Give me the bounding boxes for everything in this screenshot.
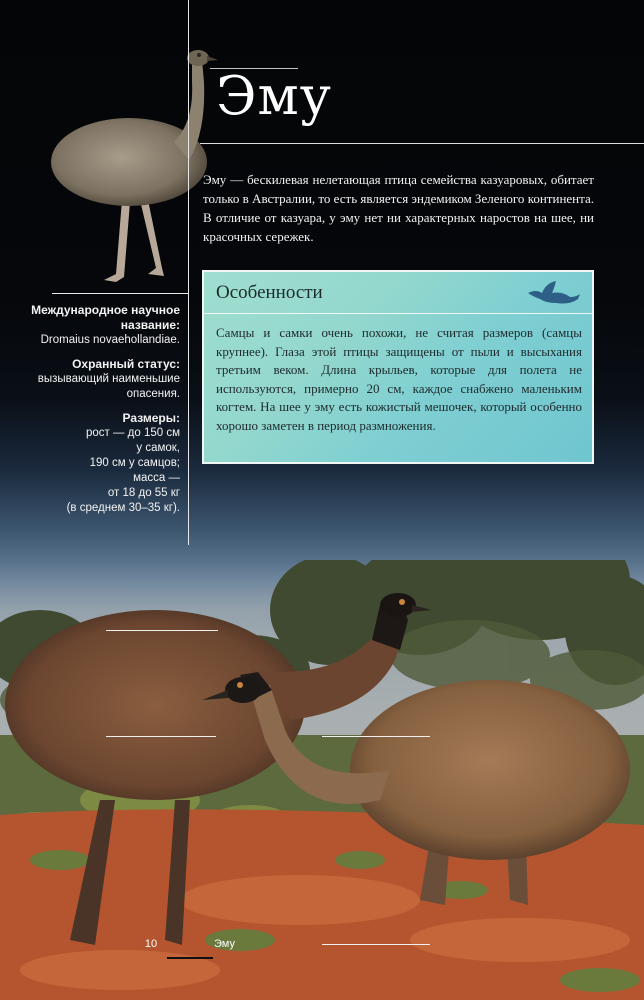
title-underline xyxy=(200,143,644,144)
photo-rule xyxy=(106,736,216,737)
column-divider xyxy=(188,0,189,545)
intro-paragraph: Эму — бескилевая нелетающая птица семейства казуаровых, обитает только в Австралии, то есть является эндемиком Зеленого континента. В отличие от казуара, у эму нет ни характерных наростов на шее, ни красочных сережек. xyxy=(203,172,594,244)
size-line: от 18 до 55 кг xyxy=(107,487,180,499)
size-line: 190 см у самцов; xyxy=(89,457,180,469)
photo-rule xyxy=(322,736,430,737)
size-line: рост — до 150 см xyxy=(85,427,180,439)
size-line: (в среднем 30–35 кг). xyxy=(66,502,180,514)
features-header xyxy=(204,272,592,314)
conservation-status-value: вызывающий наименьшие опасения. xyxy=(37,373,180,400)
running-footer: Эму xyxy=(214,938,235,950)
scientific-name-value: Dromaius novaehollandiae. xyxy=(40,334,180,346)
page-title: Эму xyxy=(216,66,332,127)
features-text: Самцы и самки очень похожи, не считая размеров (самцы крупнее). Глаза этой птицы защищены от пыли и высыхания третьим веком. Длина крыльев, которые для полета не используются, примерно 20 см, каждое снабжено маленьким когтем. На шее у эму есть кожистый мешочек, который особенно хорошо заметен в период размножения. xyxy=(216,325,582,433)
photo-rule xyxy=(106,630,218,631)
emu-photo xyxy=(0,560,644,1000)
info-column xyxy=(30,303,180,525)
photo-rule xyxy=(322,944,430,945)
size-line: масса — xyxy=(133,472,180,484)
scientific-name-label: Международное научное название: xyxy=(31,303,180,332)
image-rule xyxy=(52,293,188,294)
conservation-status-block xyxy=(30,357,180,402)
conservation-status-label: Охранный статус: xyxy=(72,357,180,371)
bird-silhouette-icon xyxy=(526,279,582,309)
features-heading: Особенности xyxy=(216,282,323,303)
size-line: у самок, xyxy=(136,442,180,454)
scientific-name-block xyxy=(30,303,180,348)
footer-rule xyxy=(167,957,213,959)
features-box xyxy=(202,270,594,464)
size-label: Размеры: xyxy=(122,411,180,425)
size-block xyxy=(30,411,180,516)
emu-illustration xyxy=(44,42,224,287)
page-number: 10 xyxy=(144,938,158,950)
